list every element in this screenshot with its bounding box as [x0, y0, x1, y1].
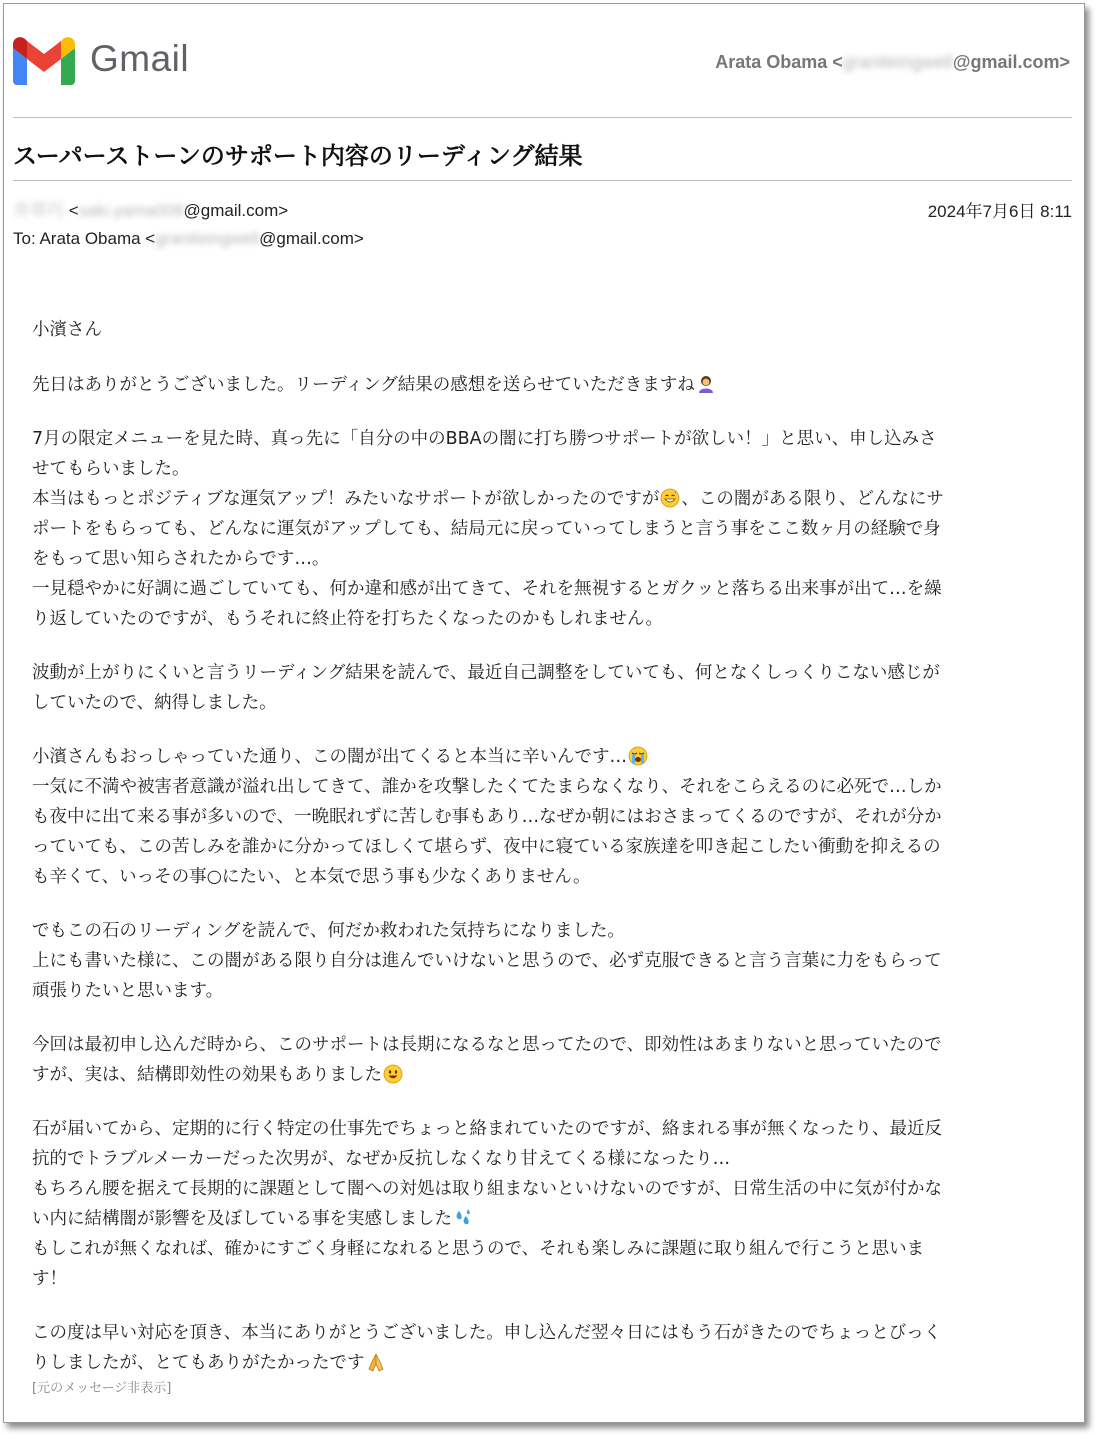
- folded-hands-emoji-icon: [366, 1352, 386, 1372]
- body-line: 一見穏やかに好調に過ごしていても、何か違和感が出てきて、それを無視するとガクッと落ちる出来事が出て…を繰: [32, 579, 942, 599]
- body-line: [32, 1348, 1052, 1378]
- body-text: 本当はもっとポジティブな運気アップ！みたいなサポートが欲しかったのですが: [32, 489, 660, 509]
- divider: [13, 180, 1072, 181]
- body-text: い内に結構闇が影響を及ぼしている事を実感しました: [32, 1209, 452, 1229]
- recipient-email-redacted: graniteingwell: [155, 229, 260, 248]
- email-print-view: [3, 3, 1085, 1423]
- paragraph: [32, 1318, 1052, 1378]
- body-line: 上にも書いた様に、この闇がある限り自分は進んでいけないと思うので、必ず克服できると言う言葉に力をもらって: [32, 951, 942, 971]
- body-text: りしましたが、とてもありがたかったです: [32, 1353, 365, 1373]
- body-line: もちろん腰を据えて長期的に課題として闇への対処は取り組まないといけないのですが、日常生活の中に気が付かな: [32, 1179, 942, 1199]
- sender-bracket: <: [64, 201, 79, 220]
- paragraph: [32, 370, 1052, 400]
- body-line: [32, 742, 1052, 772]
- body-line: をもって思い知らされたからです…。: [32, 549, 330, 569]
- body-line: 波動が上がりにくいと言うリーディング結果を読んで、最近自己調整をしていても、何となくしっくりこない感じが: [32, 663, 940, 683]
- account-name: Arata Obama <: [715, 52, 843, 72]
- hidden-message-note[interactable]: [元のメッセージ非表示]: [32, 1381, 172, 1396]
- body-line: 頑張りたいと思います。: [32, 981, 224, 1001]
- account-email-redacted: graniteingwell: [842, 52, 953, 72]
- body-line: っていても、この苦しみを誰かに分かってほしくて堪らず、夜中に寝ている家族達を叩き起こしたい衝動を抑えるの: [32, 837, 941, 857]
- message-body: [32, 315, 1052, 1398]
- body-line: [32, 370, 1052, 400]
- body-line: でもこの石のリーディングを読んで、何だか救われた気持ちになりました。: [32, 921, 625, 941]
- paragraph: [32, 1114, 1052, 1294]
- sender-email-redacted: saki.yama008: [78, 201, 184, 220]
- body-line: せてもらいました。: [32, 459, 190, 479]
- paragraph: [32, 742, 1052, 892]
- recipient-domain: @gmail.com>: [259, 229, 364, 248]
- paragraph: [32, 658, 1052, 718]
- body-line: す！: [32, 1269, 67, 1289]
- body-line: も辛くて、いっその事○にたい、と本気で思う事も少なくありません。: [32, 867, 591, 887]
- paragraph: [32, 424, 1052, 634]
- smiling-emoji-icon: [383, 1064, 403, 1084]
- body-line: [32, 1060, 1052, 1090]
- body-line: 7月の限定メニューを見た時、真っ先に「自分の中のBBAの闇に打ち勝つサポートが欲しい！」と思い、申し込みさ: [32, 429, 937, 449]
- divider: [13, 117, 1072, 118]
- sender-line: [13, 197, 1072, 225]
- body-text: 先日はありがとうございました。リーディング結果の感想を送らせていただきますね: [32, 375, 695, 395]
- body-line: していたので、納得しました。: [32, 693, 277, 713]
- recipient-label: To: Arata Obama <: [13, 229, 156, 248]
- message-meta: [13, 197, 1072, 253]
- message-date: 2024年7月6日 8:11: [927, 202, 1072, 221]
- body-text: すが、実は、結構即効性の効果もありました: [32, 1065, 382, 1085]
- paragraph: [32, 1030, 1052, 1090]
- body-line: 石が届いてから、定期的に行く特定の仕事先でちょっと絡まれていたのですが、絡まれる事が無くなったり、最近反: [32, 1119, 942, 1139]
- paragraph: [32, 916, 1052, 1006]
- sender-domain: @gmail.com>: [183, 201, 289, 220]
- person-bowing-emoji-icon: [696, 374, 716, 394]
- sweat-droplets-emoji-icon: [453, 1208, 473, 1228]
- email-subject: スーパーストーンのサポート内容のリーディング結果: [13, 142, 583, 170]
- body-line: [32, 1204, 1052, 1234]
- grinning-sweat-emoji-icon: [660, 488, 680, 508]
- body-line: 今回は最初申し込んだ時から、このサポートは長期になるなと思ってたので、即効性はあまりないと思っていたので: [32, 1035, 942, 1055]
- body-line: も夜中に出て来る事が多いので、一晩眠れずに苦しむ事もあり…なぜか朝にはおさまってくるのですが、それが分か: [32, 807, 942, 827]
- account-domain: @gmail.com>: [952, 52, 1070, 72]
- body-text: 小濱さんもおっしゃっていた通り、この闇が出てくると本当に辛いんです…: [32, 747, 627, 767]
- print-header: [4, 4, 1084, 114]
- body-line: ポートをもらっても、どんなに運気がアップしても、結局元に戻っていってしまうと言う事をここ数ヶ月の経験で身: [32, 519, 941, 539]
- body-line: この度は早い対応を頂き、本当にありがとうございました。申し込んだ翌々日にはもう石がきたのでちょっとびっく: [32, 1323, 942, 1343]
- loudly-crying-emoji-icon: [628, 746, 648, 766]
- greeting: 小濱さん: [32, 320, 102, 340]
- gmail-wordmark: Gmail: [90, 38, 190, 79]
- body-line: 一気に不満や被害者意識が溢れ出してきて、誰かを攻撃したくてたまらなくなり、それをこらえるのに必死で…しか: [32, 777, 942, 797]
- account-email: [715, 52, 1070, 73]
- gmail-logo-icon: [13, 37, 75, 85]
- body-line: 抗的でトラブルメーカーだった次男が、なぜか反抗しなくなり甘えてくる様になったり…: [32, 1149, 731, 1169]
- body-line: [32, 484, 1052, 514]
- body-line: もしこれが無くなれば、確かにすごく身軽になれると思うので、それも楽しみに課題に取り組んで行こうと思いま: [32, 1239, 925, 1259]
- sender-name-redacted: 井草巧: [13, 201, 64, 220]
- body-text: 、この闇がある限り、どんなにサ: [681, 489, 944, 509]
- recipient-line: [13, 225, 1072, 253]
- body-line: り返していたのですが、もうそれに終止符を打ちたくなったのかもしれません。: [32, 609, 664, 629]
